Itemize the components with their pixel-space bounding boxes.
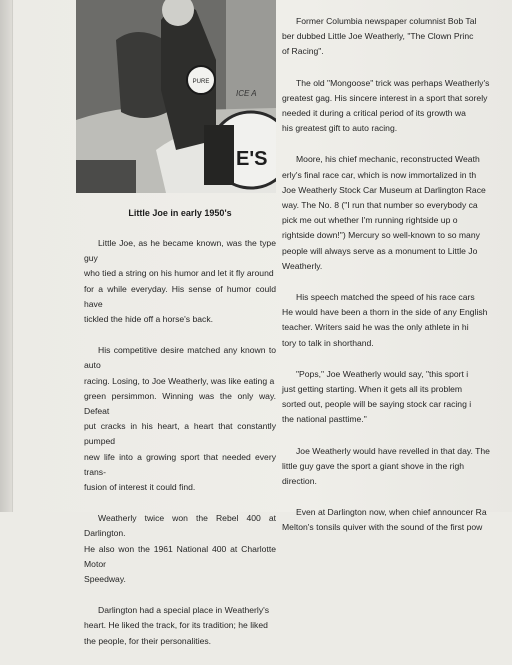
racer-photo bbox=[76, 0, 276, 193]
right-paragraph-4: His speech matched the speed of his race cars He would have been a thorn in the side of any English teacher. Writers said he was the only athlete in hi tory to talk in shorthand. bbox=[282, 292, 488, 348]
right-paragraph-2: The old "Mongoose" trick was perhaps Weatherly's greatest gag. His sincere interest in a sport that sorely needed it during a critical period of its growth wa his greatest gift to auto racing. bbox=[282, 77, 490, 134]
car-lettering: ICE A bbox=[236, 89, 257, 98]
pure-sign-text: PURE bbox=[192, 79, 210, 85]
left-paragraph-1: Little Joe, as he became known, was the type guy who tied a string on his humor and let it fly around for a while everyday. His sense of humor could have tickled the hide off a horse's back. bbox=[84, 238, 276, 325]
right-paragraph-6: Joe Weatherly would have revelled in that day. The little guy gave the sport a giant shove in the righ direction. bbox=[282, 445, 490, 487]
right-text-column bbox=[282, 14, 512, 552]
racer-photo-graphic bbox=[76, 0, 276, 193]
right-paragraph-7: Even at Darlington now, when chief announcer Ra Melton's tonsils quiver with the sound of the first pow bbox=[282, 507, 487, 533]
photo-caption: Little Joe in early 1950's bbox=[128, 208, 232, 218]
left-paragraph-2: His competitive desire matched any known to auto racing. Losing, to Joe Weatherly, was like eating a green persimmon. Winning was the only way. Defeat put cracks in his heart, a heart that constantly pumped new life into a growing sport that needed every trans- fusion of interest it could find. bbox=[84, 345, 276, 493]
right-paragraph-3: Moore, his chief mechanic, reconstructed Weath erly's final race car, which is now immortalized in th Joe Weatherly Stock Car Museum at Darlington Race way. The No. 8 ("I run that number so everybody ca pick me out whether I'm running rightside up o rightside down!") Mercury so well-known to so many people will always serve as a monument to Little Jo Weatherly. bbox=[282, 154, 486, 271]
left-paragraph-4: Darlington had a special place in Weatherly's heart. He liked the track, for its tradition; he liked the people, for their personalities. bbox=[84, 605, 270, 646]
page-binding-edge bbox=[0, 0, 13, 512]
car-number-lettering: E'S bbox=[236, 148, 268, 170]
right-paragraph-5: "Pops," Joe Weatherly would say, "this sport i just getting starting. When it gets all its problem sorted out, people will be saying stock car racing i the national pasttime." bbox=[282, 368, 472, 425]
left-text-column bbox=[84, 236, 276, 665]
left-paragraph-3: Weatherly twice won the Rebel 400 at Darlington. He also won the 1961 National 400 at Charlotte Motor Speedway. bbox=[84, 513, 276, 585]
right-paragraph-1: Former Columbia newspaper columnist Bob Tal ber dubbed Little Joe Weatherly, "The Clown Princ of Racing". bbox=[282, 16, 477, 57]
